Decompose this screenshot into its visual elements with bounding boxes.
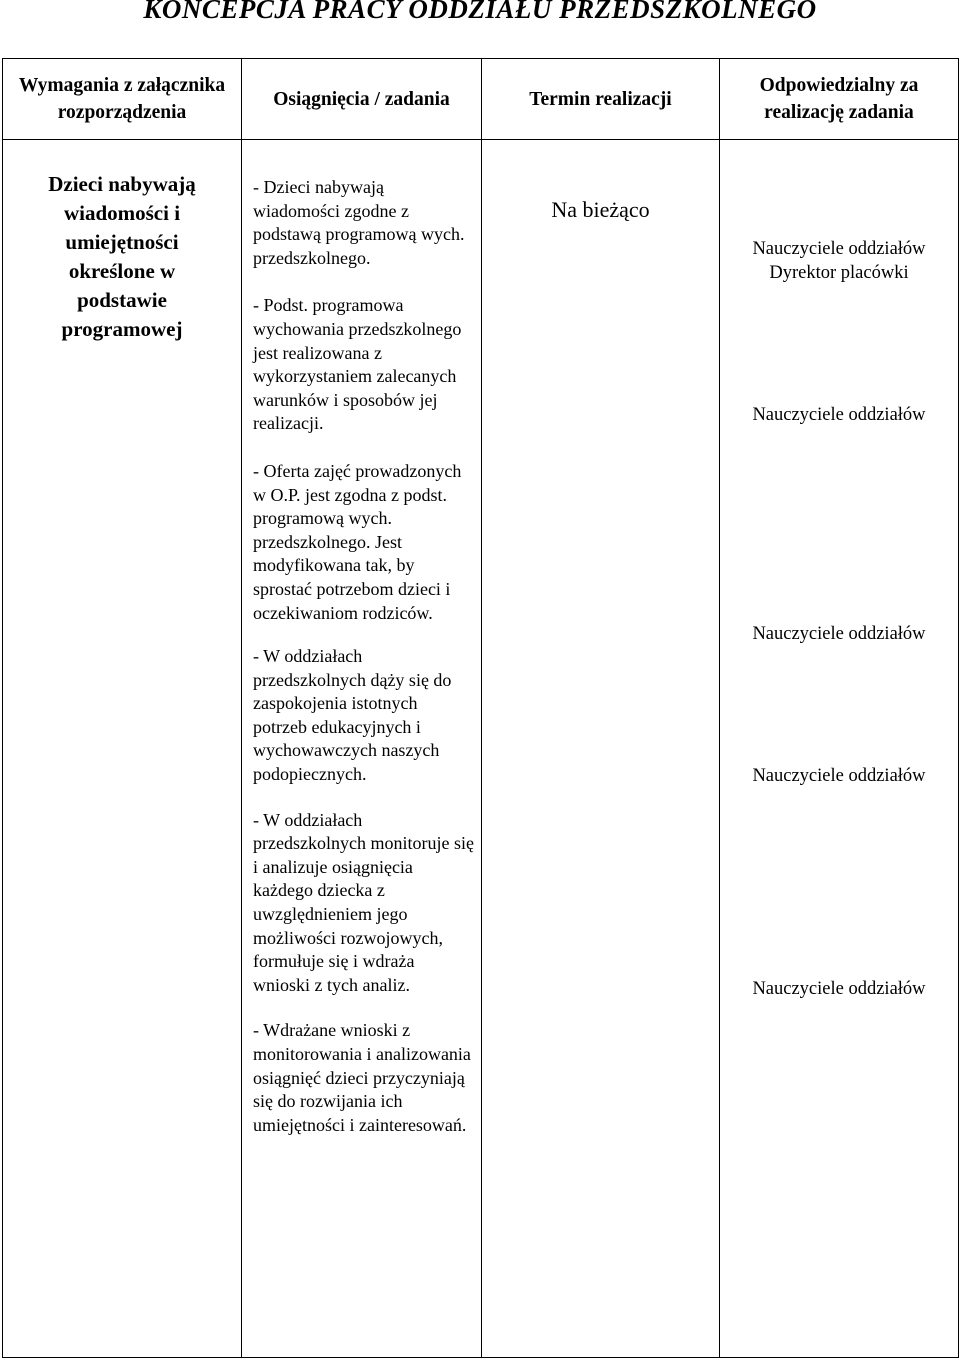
header-tasks: Osiągnięcia / zadania [242,59,482,140]
page-title: KONCEPCJA PRACY ODDZIAŁU PRZEDSZKOLNEGO [143,0,817,24]
task-item: - Oferta zajęć prowadzonych w O.P. jest zgodna z podst. programową wych. przedszkolnego. Jest modyfikowana tak, by sprostać potrzebom dzieci i oczekiwaniom rodziców. [253,460,462,623]
responsible-item: Nauczyciele oddziałów [752,239,926,259]
term-cell: Na bieżąco [482,140,720,1358]
header-row [3,59,959,140]
responsible-item: Nauczyciele oddziałów [752,766,926,786]
task-item: - Podst. programowa wychowania przedszkolnego jest realizowana z wykorzystaniem zalecanych warunków i sposobów jej realizacji. [253,295,462,434]
responsible-item: Nauczyciele oddziałów [752,624,926,644]
task-item: - W oddziałach przedszkolnych monitoruje się i analizuje osiągnięcia każdego dziecka z uwzględnieniem jego możliwości rozwojowych, formułuje się i wdraża wnioski z tych analiz. [253,809,474,995]
header-term: Termin realizacji [482,59,720,140]
responsible-item: Nauczyciele oddziałów [752,979,926,999]
header-responsible: Odpowiedzialny za realizację zadania [720,59,959,140]
task-item: - Wdrażane wnioski z monitorowania i analizowania osiągnięć dzieci przyczyniają się do rozwijania ich umiejętności i zainteresowań. [253,1020,471,1135]
task-item: - W oddziałach przedszkolnych dąży się do zaspokojenia istotnych potrzeb edukacyjnych i wychowawczych naszych podopiecznych. [253,646,452,785]
responsible-cell [720,140,959,1358]
tasks-cell [242,140,482,1358]
responsible-item: Nauczyciele oddziałów [752,405,926,425]
requirement-cell: Dzieci nabywają wiadomości i umiejętności określone w podstawie programowej [3,140,242,1358]
table-row [3,140,959,1358]
concept-table [2,58,959,1358]
task-item: - Dzieci nabywają wiadomości zgodne z podstawą programową wych. przedszkolnego. [253,177,465,268]
header-requirements: Wymagania z załącznika rozporządzenia [3,59,242,140]
responsible-item: Dyrektor placówki [769,263,909,283]
